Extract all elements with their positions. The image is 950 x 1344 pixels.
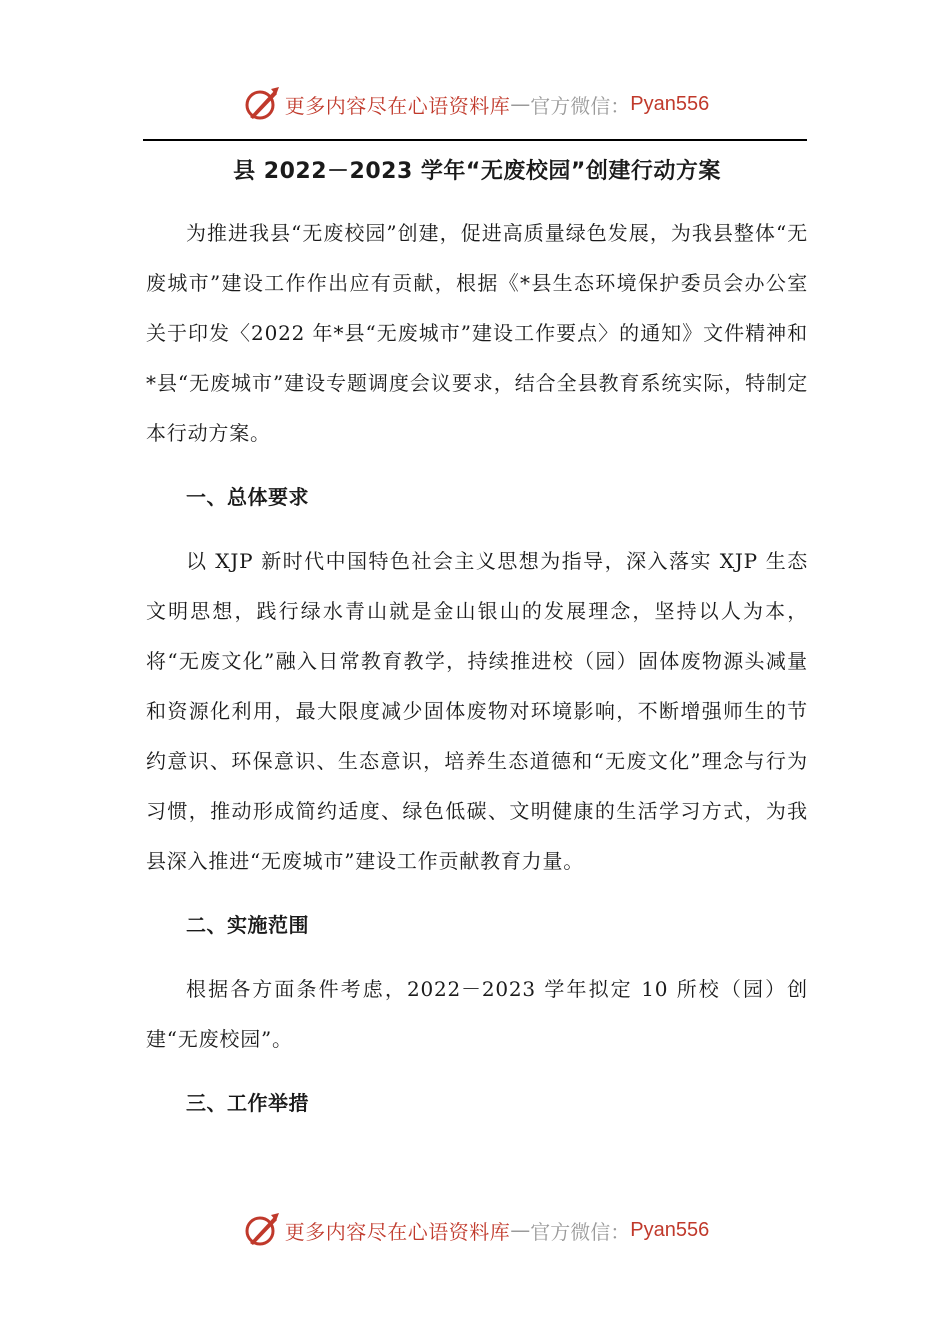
section-spacer (146, 522, 808, 536)
section-body-overall-requirements: 以 XJP 新时代中国特色社会主义思想为指导，深入落实 XJP 生态文明思想，践行绿水青山就是金山银山的发展理念，坚持以人为本，将“无废文化”融入日常教育教学，持续推进校（园）固体废物源头减量和资源化利用，最大限度减少固体废物对环境影响，不断增强师生的节约意识、环保意识、生态意识，培养生态道德和“无废文化”理念与行为习惯，推动形成简约适度、绿色低碳、文明健康的生活学习方式，为我县深入推进“无废城市”建设工作贡献教育力量。 (146, 549, 808, 873)
quill-pen-logo-icon (241, 1210, 281, 1250)
banner-separator: — (510, 92, 531, 116)
section-heading-measures: 三、工作举措 (186, 1091, 309, 1115)
banner-wechat-handle: Pyan556 (630, 92, 710, 115)
section-spacer (146, 1064, 808, 1078)
document-body (146, 150, 808, 1128)
bottom-banner (0, 1208, 950, 1252)
banner-wechat-handle: Pyan556 (630, 1218, 710, 1241)
section-spacer (146, 886, 808, 900)
top-banner (0, 82, 950, 126)
banner-slogan: 更多内容尽在心语资料库 (284, 1219, 511, 1244)
banner-wechat-label: 官方微信： (530, 1219, 631, 1244)
title-spacer (146, 194, 808, 208)
banner-slogan: 更多内容尽在心语资料库 (284, 93, 511, 118)
header-divider (143, 139, 807, 141)
document-title: 县 2022－2023 学年“无废校园”创建行动方案 (233, 159, 721, 184)
intro-paragraph: 为推进我县“无废校园”创建，促进高质量绿色发展，为我县整体“无废城市”建设工作作出应有贡献，根据《*县生态环境保护委员会办公室关于印发〈2022 年*县“无废城市”建设工作要点〉的通知》文件精神和*县“无废城市”建设专题调度会议要求，结合全县教育系统实际，特制定本行动方案。 (146, 221, 808, 445)
section-heading-overall-requirements: 一、总体要求 (186, 485, 309, 509)
section-spacer (146, 458, 808, 472)
section-body-scope: 根据各方面条件考虑，2022－2023 学年拟定 10 所校（园）创建“无废校园”。 (146, 977, 808, 1051)
banner-separator: — (510, 1218, 531, 1242)
quill-pen-logo-icon (241, 84, 281, 124)
section-heading-scope: 二、实施范围 (186, 913, 309, 937)
section-spacer (146, 950, 808, 964)
banner-wechat-label: 官方微信： (530, 93, 631, 118)
